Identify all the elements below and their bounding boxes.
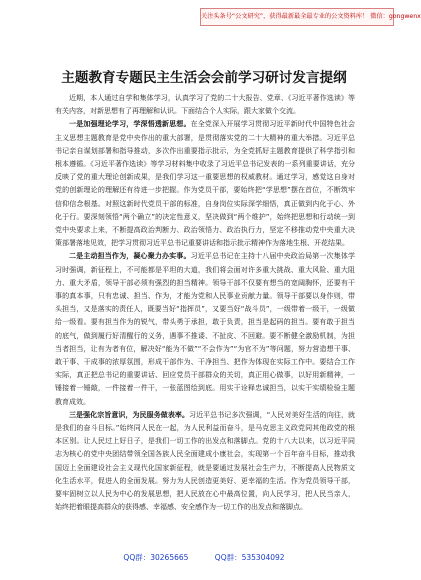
document-body <box>55 92 355 515</box>
footer <box>0 552 408 563</box>
section-heading: 二是主动担当作为，凝心聚力办实事。 <box>69 252 191 261</box>
qq-group-2: QQ群：535304092 <box>214 553 285 562</box>
paragraph-3: 三是强化宗旨意识，为民服务做表率。习近平总书记多次强调，“人民对美好生活的向往，就是我们的奋斗目标。”始终同人民在一起，为人民利益而奋斗，是马克思主义政党同其他政党的根本区别。让人民过上好日子，是我们一切工作的出发点和落脚点。党的十八大以来，以习近平同志为核心的党中央团结带领全国各族人民全面建成小康社会，实现第一个百年奋斗目标，推动我国迈上全面建设社会主义现代化国家新征程，就是要通过发展社会生产力，不断提高人民物质文化生活水平，促进人的全面发展。努力为人民创造更美好、更幸福的生活。作为党员领导干部，要牢固树立以人民为中心的发展思想，把人民放在心中最高位置，向人民学习，把人民当亲人，始终把着眼提高群众的获得感、幸福感、安全感作为一切工作的出发点和落脚点。 <box>55 410 355 512</box>
paragraph-2: 二是主动担当作为，凝心聚力办实事。习近平总书记在主持十八届中央政治局第一次集体学习时强调，新征程上，不可能都是平坦的大道，我们将会面对许多重大挑战、重大风险、重大阻力、重大矛盾，领导干部必须有强烈的担当精神。领导干部不仅要有想当的宽阔胸怀，还要有干事的真本事，只有忠诚、担当、作为，才能为党和人民事业贡献力量。领导干部要以身作则，带头担当，又是落实的责任人，既要当好“指挥员”，又要当好“战斗员”，一级带着一级干，一级做给一级看。要有担当作为的锐气，带头勇于承担，敢于负责，担当是起码的担当。要有敢于担当的底气，做到履行好清醒行的义务，遇事不推诿、不扯皮、不回避。要不断健全激励机制，为担当者担当，让有为者有位，解决好“能为不做”“不会作为”“为官不为”等问题，努力营造想干事、敢干事、干成事的浓厚氛围，形成干部作为、干净担当、把作为体现在实际工作中。要结合工作实际，真正把总书记的重要讲话、回应党员干部群众的关切，真正用心做事，以好用新精神，一锤接着一锤敲，一件接着一件干，一张蓝图绘到底。用实干诠释忠诚担当，以实干实绩检验主题教育成效。 <box>55 252 356 406</box>
section-heading: 三是强化宗旨意识，为民服务做表率。 <box>69 410 190 419</box>
page-title: 主题教育专题民主生活会会前学习研讨发言提纲 <box>61 70 347 86</box>
paragraph-intro: 近期，本人通过自学和集体学习，认真学习了党的二十大报告、党章、《习近平著作选读》等有关内容，对新思想有了再理解和认识。下面结合个人实际，跟大家做个交流。 <box>55 94 355 116</box>
paragraph-1: 一是加强理论学习，学深悟透新思想。在全党深入开展学习贯彻习近平新时代中国特色社会主义思想主题教育是党中央作出的重大部署，是贯彻落实党的二十大精神的重大举措。习近平总书记亲自谋划部署和指导推动，多次作出重要指示批示，为全党抓好主题教育提供了科学指引和根本遵循。《习近平著作选读》等学习材料集中收录了习近平总书记发表的一系列重要讲话，充分反映了党的重大理论创新成果，是我们学习这一重要思想的权威教材。通过学习，感觉这自身对党的创新理论的理解还有待进一步把握。作为党员干部，要始终把“学思想”摆在首位，不断筑牢信仰信念根基。对照这新时代党员干部的标准，自身岗位实际深学细悟，真正做到内化于心、外化于行。要深刻领悟“两个确立”的决定性意义，坚决做到“两个维护”，始终把思想和行动统一到党中央要求上来，不断提高政治判断力、政治领悟力、政治执行力，坚定不移推动党中央重大决策部署落地见效，把学习贯彻习近平总书记重要讲话和指示批示精神作为落地生根、开花结果。 <box>55 120 356 248</box>
top-banner[interactable]: 关注头条号“公文研究”，获得最新最全最专业的公文资料库！ 微信：gongwenx <box>200 8 394 26</box>
qq-group-1: QQ群：30265665 <box>123 553 189 562</box>
section-heading: 一是加强理论学习，学深悟透新思想。 <box>69 120 191 129</box>
